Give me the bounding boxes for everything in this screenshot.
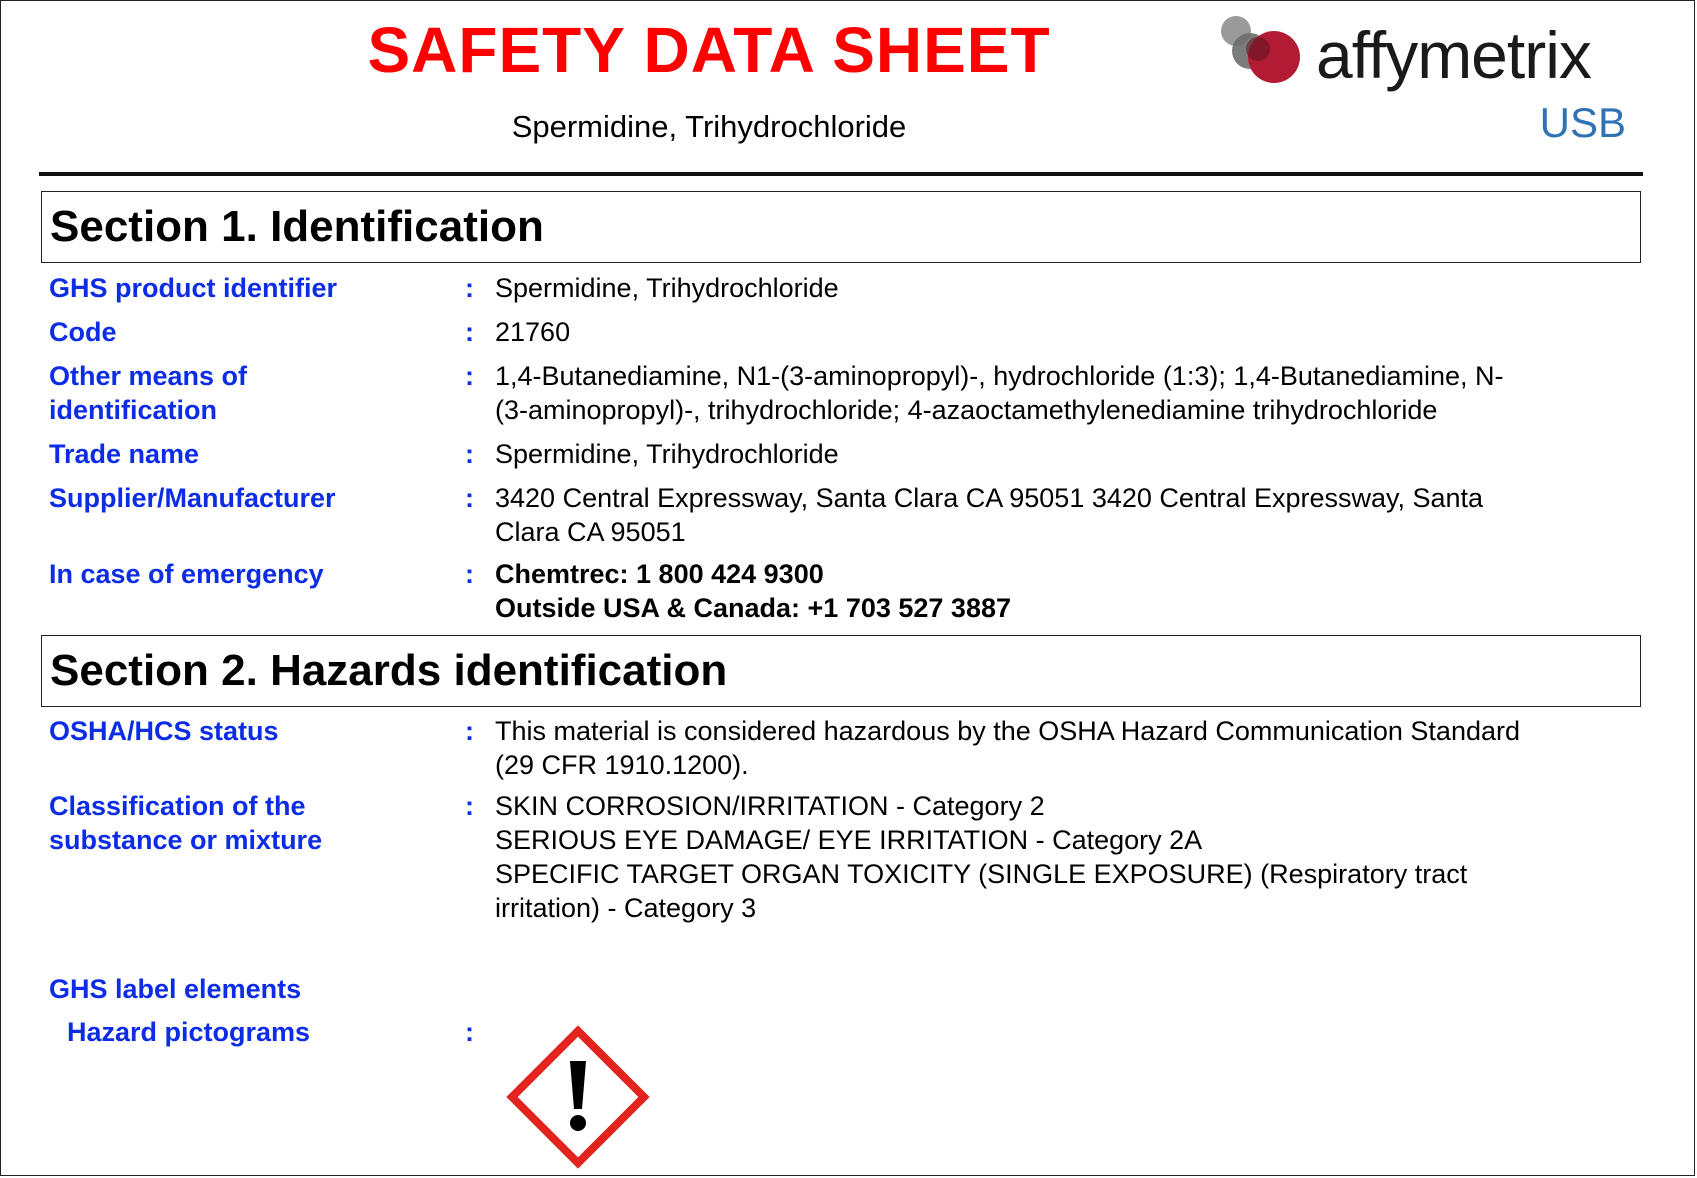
- row-colon: :: [465, 1017, 474, 1047]
- row-colon: :: [465, 716, 474, 746]
- row-label: Hazard pictograms: [67, 1017, 311, 1047]
- row-colon: :: [465, 273, 474, 303]
- row-colon: :: [465, 361, 474, 391]
- document-subtitle: Spermidine, Trihydrochloride: [511, 109, 907, 144]
- row-colon: :: [465, 559, 474, 589]
- section-1-heading: Section 1. Identification: [41, 191, 1641, 263]
- affymetrix-logo-icon: [1216, 9, 1316, 99]
- row-colon: :: [465, 439, 474, 469]
- row-colon: :: [465, 317, 474, 347]
- row-value: This material is considered hazardous by the OSHA Hazard Communication Standard (29 CFR 1910.1200).: [495, 716, 1520, 780]
- row-value: Chemtrec: 1 800 424 9300 Outside USA & Canada: +1 703 527 3887: [495, 559, 1011, 623]
- row-label: Supplier/Manufacturer: [49, 483, 336, 513]
- header-divider: [39, 172, 1643, 176]
- row-value: 1,4-Butanediamine, N1-(3-aminopropyl)-, hydrochloride (1:3); 1,4-Butanediamine, N- (3-aminopropyl)-, trihydrochloride; 4-azaoctamethylenediamine trihydrochloride: [495, 361, 1504, 425]
- row-value: 3420 Central Expressway, Santa Clara CA 95051 3420 Central Expressway, Santa Clara CA 95051: [495, 483, 1484, 547]
- logo-subbrand: USB: [1539, 99, 1626, 146]
- row-colon: :: [465, 483, 474, 513]
- row-label: Trade name: [49, 439, 200, 469]
- document-title: SAFETY DATA SHEET: [367, 14, 1051, 86]
- row-label: Code: [49, 317, 117, 347]
- exclamation-mark-diamond-icon: [506, 1025, 650, 1169]
- row-value: Spermidine, Trihydrochloride: [495, 439, 839, 469]
- logo-wordmark: affymetrix: [1316, 18, 1591, 92]
- row-value: Spermidine, Trihydrochloride: [495, 273, 839, 303]
- section-2-heading: Section 2. Hazards identification: [41, 635, 1641, 707]
- row-value: SKIN CORROSION/IRRITATION - Category 2 SERIOUS EYE DAMAGE/ EYE IRRITATION - Category 2A SPECIFIC TARGET ORGAN TOXICITY (SINGLE EXPOSURE) (Respiratory tract irritation) - Category 3: [495, 791, 1468, 923]
- row-label: OSHA/HCS status: [49, 716, 279, 746]
- company-logo: [1216, 9, 1636, 149]
- row-value: 21760: [495, 317, 571, 347]
- row-label: GHS label elements: [49, 974, 302, 1004]
- row-label: GHS product identifier: [49, 273, 338, 303]
- row-label: In case of emergency: [49, 559, 324, 589]
- row-label: Classification of the substance or mixture: [49, 791, 323, 855]
- row-colon: :: [465, 791, 474, 821]
- row-label: Other means of identification: [49, 361, 248, 425]
